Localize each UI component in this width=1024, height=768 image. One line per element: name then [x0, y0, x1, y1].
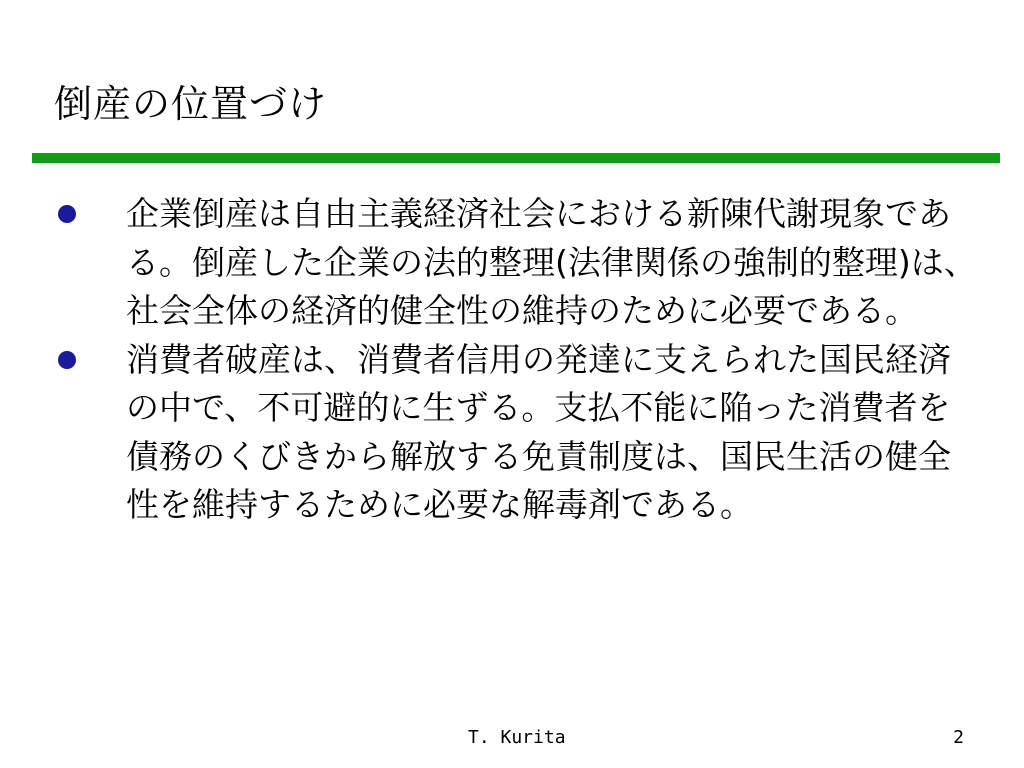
bullet-text: 消費者破産は、消費者信用の発達に支えられた国民経済の中で、不可避的に生ずる。支払不能に陥った消費者を債務のくびきから解放する免責制度は、国民生活の健全性を維持するために必要な解毒剤である。	[126, 339, 951, 524]
bullet-list	[50, 190, 980, 530]
footer-author: T. Kurita	[468, 727, 566, 748]
title-divider	[32, 153, 1000, 163]
bullet-item	[50, 190, 980, 336]
bullet-text: 企業倒産は自由主義経済社会における新陳代謝現象である。倒産した企業の法的整理(法律関係の強制的整理)は、社会全体の経済的健全性の維持のために必要である。	[126, 194, 977, 330]
slide-title: 倒産の位置づけ	[54, 82, 328, 126]
bullet-dot-icon	[58, 351, 76, 369]
bullet-item	[50, 336, 980, 530]
page-number: 2	[953, 727, 964, 748]
bullet-dot-icon	[58, 205, 76, 223]
